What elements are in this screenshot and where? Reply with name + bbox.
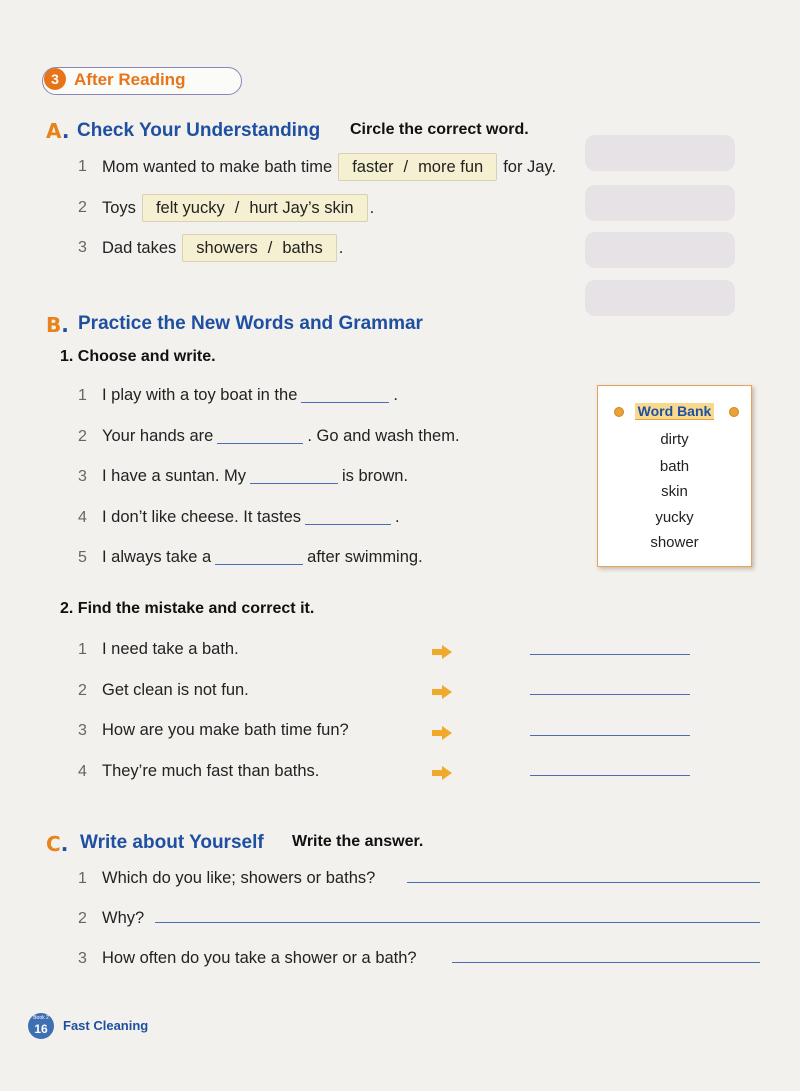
- blank-input[interactable]: [305, 510, 391, 525]
- word-bank: [597, 385, 752, 567]
- blank-input[interactable]: [301, 388, 389, 403]
- fill-blank-item: 5 I always take a after swimming.: [78, 548, 423, 566]
- answer-line[interactable]: [407, 882, 760, 883]
- bleed-through-box: [585, 232, 735, 268]
- open-question: 1 Which do you like; showers or baths?: [78, 869, 376, 887]
- word-bank-word: skin: [661, 483, 688, 500]
- word-bank-word: dirty: [660, 431, 689, 448]
- word-bank-word: yucky: [655, 509, 694, 526]
- mistake-item: 3 How are you make bath time fun?: [78, 721, 349, 739]
- part-c-letter: C.: [46, 832, 69, 856]
- footer-title: Fast Cleaning: [63, 1018, 149, 1033]
- fill-blank-item: 4 I don’t like cheese. It tastes .: [78, 508, 400, 526]
- part-b-letter: B.: [46, 313, 69, 337]
- part-b-sub2: 2. Find the mistake and correct it.: [60, 600, 315, 617]
- blank-input[interactable]: [215, 550, 303, 565]
- arrow-right-icon: [432, 645, 452, 659]
- fill-blank-item: 2 Your hands are . Go and wash them.: [78, 427, 460, 445]
- part-a-letter: A.: [46, 119, 70, 143]
- choice-box[interactable]: showers / baths: [182, 234, 336, 262]
- blank-input[interactable]: [250, 469, 338, 484]
- answer-line[interactable]: [530, 694, 690, 695]
- section-title: After Reading: [74, 70, 186, 89]
- arrow-right-icon: [432, 726, 452, 740]
- fill-blank-item: 3 I have a suntan. My is brown.: [78, 467, 409, 485]
- open-question: 2 Why?: [78, 909, 145, 927]
- mistake-item: 1 I need take a bath.: [78, 640, 239, 658]
- answer-line[interactable]: [530, 735, 690, 736]
- page-badge: [28, 1013, 54, 1039]
- answer-line[interactable]: [155, 922, 760, 923]
- choice-box[interactable]: faster / more fun: [338, 153, 497, 181]
- word-bank-word: shower: [650, 534, 699, 551]
- choice-option[interactable]: more fun: [418, 157, 484, 176]
- part-a-item: 1 Mom wanted to make bath time faster / more fun for Jay.: [78, 153, 556, 181]
- arrow-right-icon: [432, 685, 452, 699]
- choice-option[interactable]: baths: [282, 238, 323, 257]
- part-b-sub1: 1. Choose and write.: [60, 348, 216, 365]
- bullet-icon: [729, 407, 739, 417]
- part-b-title: Practice the New Words and Grammar: [78, 313, 423, 334]
- mistake-item: 4 They’re much fast than baths.: [78, 762, 320, 780]
- part-c-title: Write about Yourself: [80, 832, 264, 853]
- choice-option[interactable]: felt yucky: [155, 198, 225, 217]
- word-bank-title: Word Bank: [598, 403, 751, 419]
- choice-option[interactable]: showers: [196, 238, 258, 257]
- fill-blank-item: 1 I play with a toy boat in the .: [78, 386, 398, 404]
- mistake-item: 2 Get clean is not fun.: [78, 681, 249, 699]
- part-a-title: Check Your Understanding: [77, 120, 321, 141]
- answer-line[interactable]: [530, 654, 690, 655]
- part-a-item: 2 Toys felt yucky / hurt Jay’s skin .: [78, 194, 374, 222]
- part-a-item: 3 Dad takes showers / baths .: [78, 234, 343, 262]
- part-c-instruction: Write the answer.: [292, 833, 424, 850]
- answer-line[interactable]: [452, 962, 760, 963]
- blank-input[interactable]: [217, 429, 303, 444]
- word-bank-word: bath: [659, 458, 690, 475]
- bleed-through-box: [585, 135, 735, 171]
- choice-option[interactable]: faster: [352, 157, 394, 176]
- page-number: 16: [34, 1022, 48, 1036]
- part-a-instruction: Circle the correct word.: [350, 121, 529, 138]
- open-question: 3 How often do you take a shower or a bath?: [78, 949, 417, 967]
- section-number: 3: [44, 68, 66, 90]
- bleed-through-box: [585, 280, 735, 316]
- choice-box[interactable]: felt yucky / hurt Jay’s skin: [142, 194, 368, 222]
- choice-option[interactable]: hurt Jay’s skin: [249, 198, 354, 217]
- book-label: Book 2: [33, 1015, 49, 1021]
- answer-line[interactable]: [530, 775, 690, 776]
- bleed-through-box: [585, 185, 735, 221]
- arrow-right-icon: [432, 766, 452, 780]
